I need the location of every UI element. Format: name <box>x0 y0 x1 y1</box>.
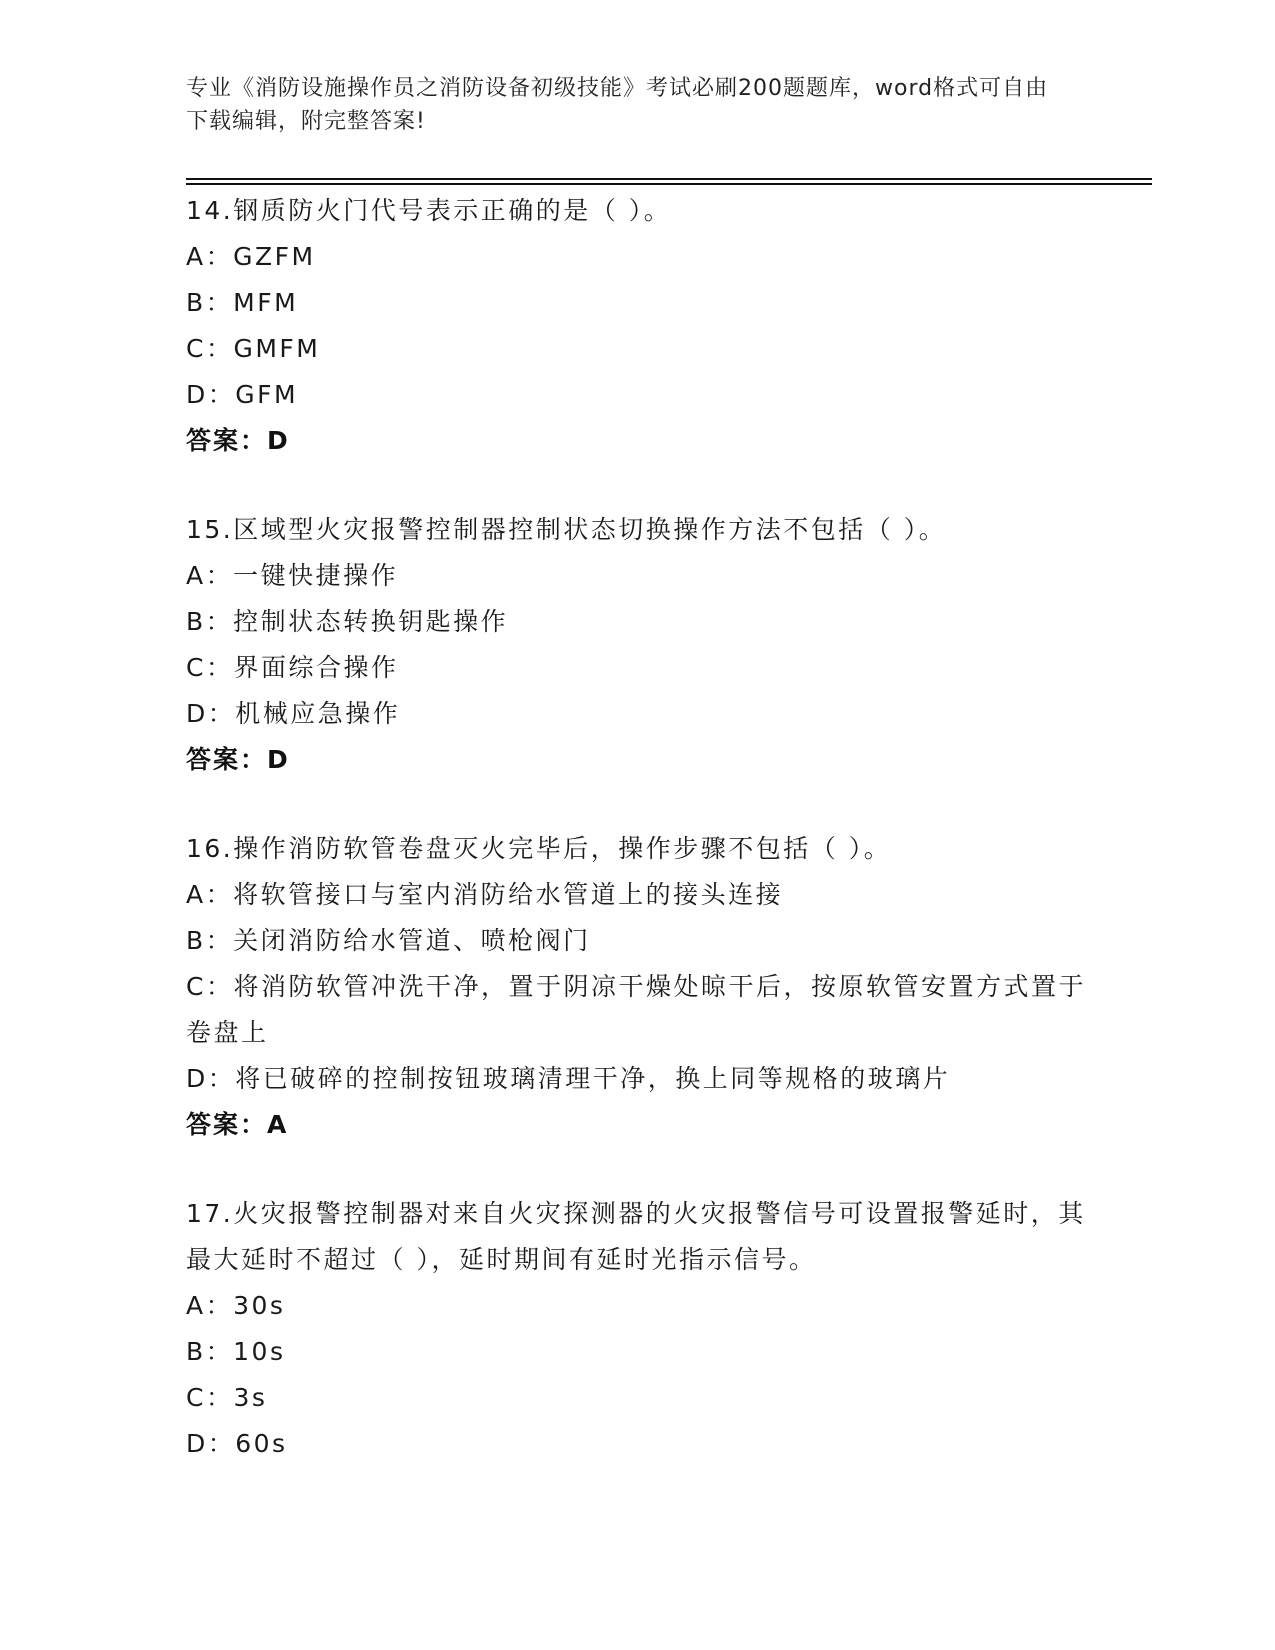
header-divider-line-top <box>186 178 1152 180</box>
answer-value: D <box>267 745 290 774</box>
header-text: 专业《消防设施操作员之消防设备初级技能》考试必刷200题题库，word格式可自由下载编辑，附完整答案! <box>186 76 1049 134</box>
answer-line <box>186 737 1086 783</box>
option-b: B：10s <box>186 1337 286 1366</box>
question-14 <box>186 188 1086 464</box>
question-16 <box>186 826 1086 1148</box>
answer-value: D <box>267 426 290 455</box>
answer-label: 答案： <box>186 745 268 774</box>
answer-label: 答案： <box>186 1110 268 1139</box>
option-a: A：GZFM <box>186 242 316 271</box>
question-15 <box>186 507 1086 783</box>
option-a: A：将软管接口与室内消防给水管道上的接头连接 <box>186 880 784 909</box>
question-stem: 16.操作消防软管卷盘灭火完毕后，操作步骤不包括（ ）。 <box>186 834 892 863</box>
answer-line <box>186 1102 1086 1148</box>
option-c: C：将消防软管冲洗干净，置于阴凉干燥处晾干后，按原软管安置方式置于卷盘上 <box>186 972 1086 1047</box>
question-stem: 17.火灾报警控制器对来自火灾探测器的火灾报警信号可设置报警延时，其最大延时不超过（ ），延时期间有延时光指示信号。 <box>186 1199 1086 1274</box>
page-header <box>186 72 1066 138</box>
answer-line <box>186 418 1086 464</box>
header-divider <box>186 178 1152 185</box>
option-b: B：控制状态转换钥匙操作 <box>186 607 509 636</box>
option-d: D：机械应急操作 <box>186 699 401 728</box>
answer-value: A <box>267 1110 289 1139</box>
question-list <box>186 188 1086 1467</box>
question-stem: 14.钢质防火门代号表示正确的是（ ）。 <box>186 196 672 225</box>
option-c: C：3s <box>186 1383 268 1412</box>
option-d: D：GFM <box>186 380 299 409</box>
option-c: C：GMFM <box>186 334 321 363</box>
option-a: A：30s <box>186 1291 286 1320</box>
option-d: D：将已破碎的控制按钮玻璃清理干净，换上同等规格的玻璃片 <box>186 1064 951 1093</box>
option-a: A：一键快捷操作 <box>186 561 399 590</box>
question-stem: 15.区域型火灾报警控制器控制状态切换操作方法不包括（ ）。 <box>186 515 947 544</box>
option-b: B：MFM <box>186 288 299 317</box>
header-divider-line-bottom <box>186 183 1152 185</box>
question-17 <box>186 1191 1086 1467</box>
option-b: B：关闭消防给水管道、喷枪阀门 <box>186 926 591 955</box>
answer-label: 答案： <box>186 426 268 455</box>
option-c: C：界面综合操作 <box>186 653 399 682</box>
option-d: D：60s <box>186 1429 288 1458</box>
